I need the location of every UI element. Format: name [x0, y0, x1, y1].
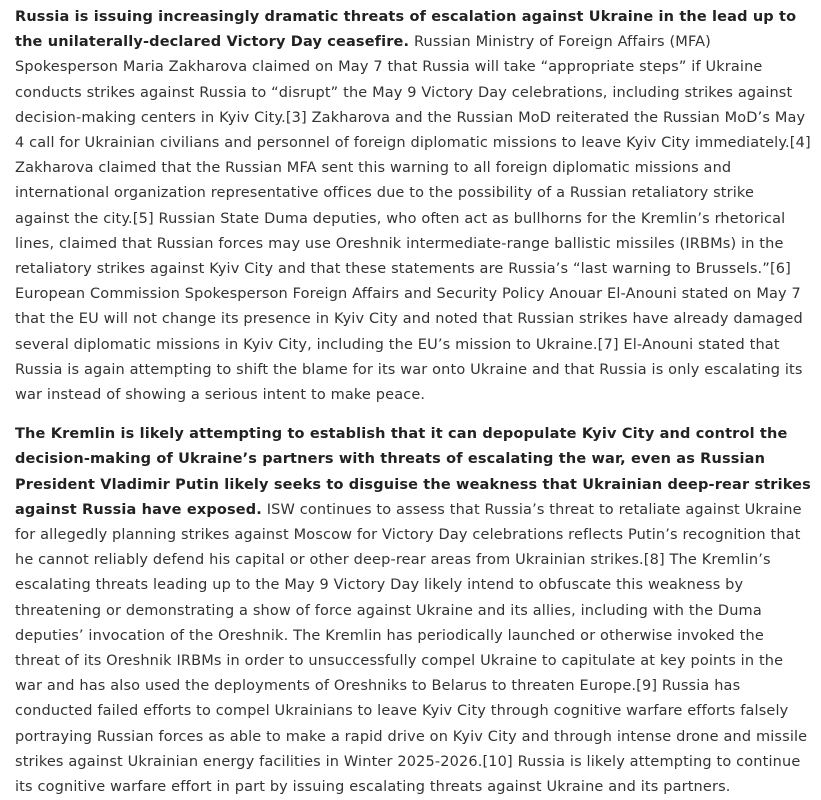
- paragraph-lead-sentence: Russia is issuing increasingly dramatic threats of escalation against Ukraine in the lead up to the unilaterally-declared Victory Day ceasefire.: [15, 9, 797, 51]
- paragraph-body-text: Russian Ministry of Foreign Affairs (MFA) Spokesperson Maria Zakharova claimed on May 7 that Russia will take “appropriate steps” if Ukraine conducts strikes against Russia to “disrupt” the May 9 Victory Day celebrations, including strikes against decision-making centers in Kyiv City.[3] Zakharova and the Russian MoD reiterated the Russian MoD’s May 4 call for Ukrainian civilians and personnel of foreign diplomatic missions to leave Kyiv City immediately.[4] Zakharova claimed that the Russian MFA sent this warning to all foreign diplomatic missions and international organization representative offices due to the possibility of a Russian retaliatory strike against the city.[5] Russian State Duma deputies, who often act as bullhorns for the Kremlin’s rhetorical lines, claimed that Russian forces may use Oreshnik intermediate-range ballistic missiles (IRBMs) in the retaliatory strikes against Kyiv City and that these statements are Russia’s “last warning to Brussels.”[6] European Commission Spokesperson Foreign Affairs and Security Policy Anouar El-Anouni stated on May 7 that the EU will not change its presence in Kyiv City and noted that Russian strikes have already damaged several diplomatic missions in Kyiv City, including the EU’s mission to Ukraine.[7] El-Anouni stated that Russia is again attempting to shift the blame for its war onto Ukraine and that Russia is only escalating its war instead of showing a serious intent to make peace.: [15, 34, 811, 404]
- paragraph-lead-sentence: The Kremlin is likely attempting to establish that it can depopulate Kyiv City and control the decision-making of Ukraine’s partners with threats of escalating the war, even as Russian President Vladimir Putin likely seeks to disguise the weakness that Ukrainian deep-rear strikes against Russia have exposed.: [15, 426, 811, 518]
- paragraph-body-text: ISW continues to assess that Russia’s threat to retaliate against Ukraine for allegedly planning strikes against Moscow for Victory Day celebrations reflects Putin’s recognition that he cannot reliably defend his capital or other deep-rear areas from Ukrainian strikes.[8] The Kremlin’s escalating threats leading up to the May 9 Victory Day likely intend to obfuscate this weakness by threatening or demonstrating a show of force against Ukraine and its allies, including with the Duma deputies’ invocation of the Oreshnik. The Kremlin has periodically launched or otherwise invoked the threat of its Oreshnik IRBMs in order to unsuccessfully compel Ukraine to capitulate at key points in the war and has also used the deployments of Oreshniks to Belarus to threaten Europe.[9] Russia has conducted failed efforts to compel Ukrainians to leave Kyiv City through cognitive warfare efforts falsely portraying Russian forces as able to make a rapid drive on Kyiv City and through intense drone and missile strikes against Ukrainian energy facilities in Winter 2025-2026.[10] Russia is likely attempting to continue its cognitive warfare effort in part by issuing escalating threats against Ukraine and its partners.: [15, 501, 808, 796]
- paragraph-kremlin-assessment: [15, 422, 811, 800]
- paragraph-escalation-threats: [15, 5, 811, 408]
